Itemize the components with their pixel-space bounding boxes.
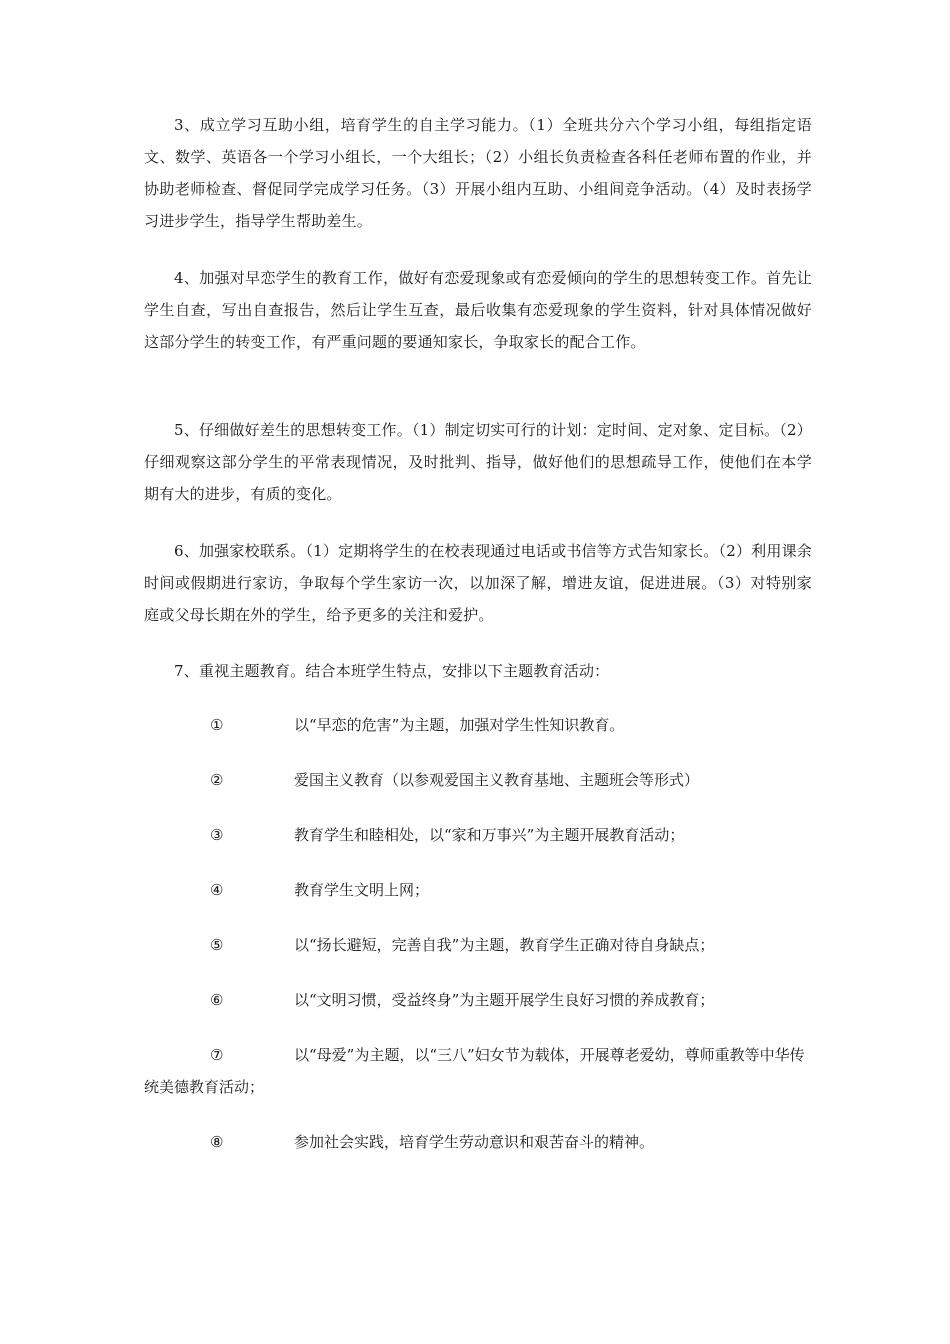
list-item-number: ④ — [210, 881, 224, 899]
list-item-number: ② — [210, 771, 224, 789]
list-item — [144, 709, 812, 741]
paragraph-6-home-school-contact: 6、加强家校联系。（1）定期将学生的在校表现通过电话或书信等方式告知家长。（2）利用课余时间或假期进行家访，争取每个学生家访一次，以加深了解，增进友谊，促进进展。（3）对特别家庭或父母长期在外的学生，给予更多的关注和爱护。 — [144, 542, 812, 624]
list-item-text: 以“早恋的危害”为主题，加强对学生性知识教育。 — [294, 716, 625, 734]
list-item-number: ⑧ — [210, 1133, 224, 1151]
list-item-text: 教育学生和睦相处，以“家和万事兴”为主题开展教育活动； — [294, 826, 685, 844]
list-item — [144, 764, 812, 796]
list-item — [144, 874, 812, 906]
list-item-number: ⑤ — [210, 936, 224, 954]
paragraph-7-theme-education: 7、重视主题教育。结合本班学生特点，安排以下主题教育活动： — [174, 662, 610, 680]
list-item-text: 以“文明习惯，受益终身”为主题开展学生良好习惯的养成教育； — [294, 991, 715, 1009]
list-item-text: 以“扬长避短，完善自我”为主题，教育学生正确对待自身缺点； — [294, 936, 715, 954]
list-item — [144, 1039, 812, 1103]
list-item-number: ⑥ — [210, 991, 224, 1009]
list-item-number: ③ — [210, 826, 224, 844]
list-item-text: 爱国主义教育（以参观爱国主义教育基地、主题班会等形式） — [294, 771, 700, 789]
list-item — [144, 1126, 812, 1158]
list-item-text: 以“母爱”为主题，以“三八”妇女节为载体，开展尊老爱幼，尊师重教等中华传统美德教育活动； — [144, 1046, 805, 1096]
list-item-text: 参加社会实践，培育学生劳动意识和艰苦奋斗的精神。 — [294, 1133, 655, 1151]
paragraph-5-struggling-students: 5、仔细做好差生的思想转变工作。（1）制定切实可行的计划：定时间、定对象、定目标。（2）仔细观察这部分学生的平常表现情况，及时批判、指导，做好他们的思想疏导工作，使他们在本学期有大的进步，有质的变化。 — [144, 421, 812, 503]
paragraph-3-study-groups: 3、成立学习互助小组，培育学生的自主学习能力。（1）全班共分六个学习小组，每组指定语文、数学、英语各一个学习小组长，一个大组长；（2）小组长负责检查各科任老师布置的作业，并协助老师检查、督促同学完成学习任务。（3）开展小组内互助、小组间竞争活动。（4）及时表扬学习进步学生，指导学生帮助差生。 — [144, 116, 812, 230]
list-item — [144, 929, 812, 961]
list-item-text: 教育学生文明上网； — [294, 881, 430, 899]
list-item — [144, 984, 812, 1016]
list-item-number: ① — [210, 716, 224, 734]
paragraph-4-early-romance: 4、加强对早恋学生的教育工作，做好有恋爱现象或有恋爱倾向的学生的思想转变工作。首先让学生自查，写出自查报告，然后让学生互查，最后收集有恋爱现象的学生资料，针对具体情况做好这部分学生的转变工作，有严重问题的要通知家长，争取家长的配合工作。 — [144, 269, 812, 351]
list-item-number: ⑦ — [210, 1046, 224, 1064]
list-item — [144, 819, 812, 851]
